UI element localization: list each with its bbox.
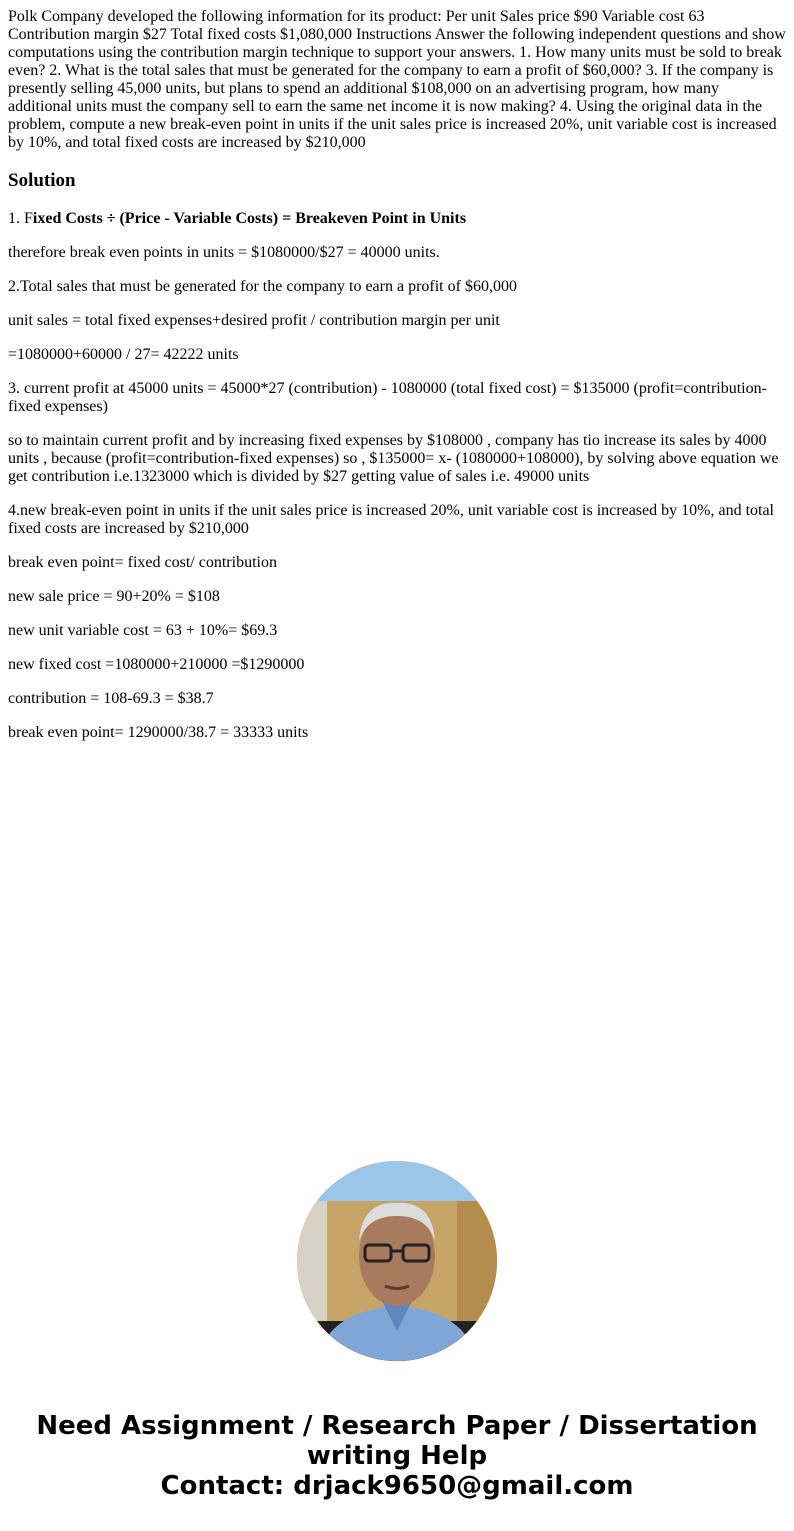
- solution-paragraph: new sale price = 90+20% = $108: [8, 588, 220, 605]
- solution-paragraph: therefore break even points in units = $1080000/$27 = 40000 units.: [8, 244, 440, 261]
- formula-prefix: 1. F: [8, 210, 33, 227]
- formula-bold: ixed Costs ÷ (Price - Variable Costs) = Breakeven Point in Units: [32, 210, 467, 227]
- formula-line: [8, 210, 786, 228]
- footer-advert: [0, 1411, 794, 1501]
- solution-paragraph: new fixed cost =1080000+210000 =$1290000: [8, 656, 305, 673]
- solution-paragraph: break even point= fixed cost/ contribution: [8, 554, 277, 571]
- solution-paragraph: 4.new break-even point in units if the unit sales price is increased 20%, unit variable cost is increased by 10%, and total fixed costs are increased by $210,000: [8, 502, 774, 537]
- footer-contact: Contact: drjack9650@gmail.com: [160, 1471, 634, 1501]
- solution-heading: Solution: [8, 170, 76, 191]
- solution-paragraph: unit sales = total fixed expenses+desired profit / contribution margin per unit: [8, 312, 500, 329]
- solution-paragraph: =1080000+60000 / 27= 42222 units: [8, 346, 239, 363]
- footer-line-2: writing Help: [306, 1441, 488, 1471]
- document-body: [0, 8, 794, 742]
- person-photo-icon: [297, 1161, 497, 1361]
- solution-paragraph: contribution = 108-69.3 = $38.7: [8, 690, 214, 707]
- question-text: Polk Company developed the following information for its product: Per unit Sales price $90 Variable cost 63 Contribution margin $27 Total fixed costs $1,080,000 Instructions Answer the following independent questions and show computations using the contribution margin technique to support your answers. 1. How many units must be sold to break even? 2. What is the total sales that must be generated for the company to earn a profit of $60,000? 3. If the company is presently selling 45,000 units, but plans to spend an additional $108,000 on an advertising program, how many additional units must the company sell to earn the same net income it is now making? 4. Using the original data in the problem, compute a new break-even point in units if the unit sales price is increased 20%, unit variable cost is increased by 10%, and total fixed costs are increased by $210,000: [8, 8, 786, 151]
- footer-line-1: Need Assignment / Research Paper / Dissertation: [36, 1411, 758, 1441]
- solution-paragraph: 3. current profit at 45000 units = 45000*27 (contribution) - 1080000 (total fixed cost) = $135000 (profit=contribution-fixed expenses): [8, 380, 767, 415]
- author-photo: [297, 1161, 497, 1361]
- solution-paragraph: new unit variable cost = 63 + 10%= $69.3: [8, 622, 278, 639]
- solution-paragraph: 2.Total sales that must be generated for the company to earn a profit of $60,000: [8, 278, 517, 295]
- solution-paragraph: break even point= 1290000/38.7 = 33333 units: [8, 724, 309, 741]
- solution-paragraph: so to maintain current profit and by increasing fixed expenses by $108000 , company has tio increase its sales by 4000 units , because (profit=contribution-fixed expenses) so , $135000= x- (1080000+108000), by solving above equation we get contribution i.e.1323000 which is divided by $27 getting value of sales i.e. 49000 units: [8, 432, 779, 485]
